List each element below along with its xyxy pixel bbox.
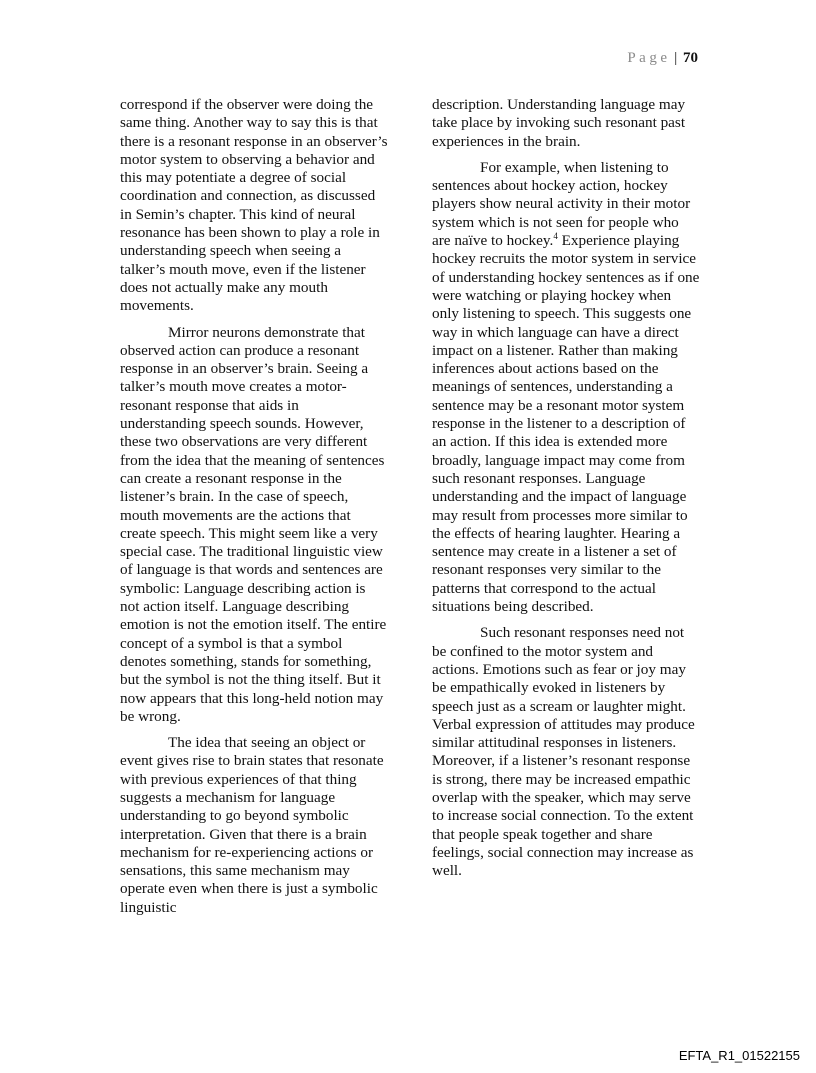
page-label: Page <box>627 50 671 66</box>
page-separator: | <box>674 50 678 66</box>
document-id: EFTA_R1_01522155 <box>678 1048 800 1063</box>
left-paragraph-1: correspond if the observer were doing the same thing. Another way to say this is that there is a resonant response in an observer’s motor system to observing a behavior and this may potentiate a degree of social coordination and connection, as discussed in Semin’s chapter. This kind of neural resonance has been shown to play a role in understanding speech when seeing a talker’s mouth move, even if the listener does not actually make any mouth movements. <box>120 96 388 315</box>
right-paragraph-3: Such resonant responses need not be confined to the motor system and actions. Emotions such as fear or joy may be empathically evoked in listeners by speech just as a scream or laughter might. Verbal expression of attitudes may produce similar attitudinal responses in listeners. Moreover, if a listener’s resonant response is strong, there may be increased empathic overlap with the speaker, which may serve to increase social connection. To the extent that people speak together and share feelings, social connection may increase as well. <box>432 624 695 880</box>
right-paragraph-2-text-b: Experience playing hockey recruits the motor system in service of understanding hockey sentences as if one were watching or playing hockey when only listening to speech. This suggests one way in which language can have a direct impact on a listener. Rather than making inferences about actions based on the meanings of sentences, understanding a sentence may be a resonant motor system response in the listener to a description of an action. If this idea is extended more broadly, language impact may come from such resonant responses. Language understanding and the impact of language may result from processes more similar to the effects of hearing laughter. Hearing a sentence may create in a listener a set of resonant responses very similar to the patterns that correspond to the actual situations being described. <box>432 232 700 616</box>
right-paragraph-2 <box>432 159 700 616</box>
footnote-marker: 4 <box>553 231 558 242</box>
left-column <box>120 96 388 925</box>
page-header <box>627 50 698 67</box>
left-paragraph-2: Mirror neurons demonstrate that observed action can produce a resonant response in an observer’s brain. Seeing a talker’s mouth move creates a motor-resonant response that aids in understanding speech sounds. However, these two observations are very different from the idea that the meaning of sentences can create a resonant response in the listener’s brain. In the case of speech, mouth movements are the actions that create speech. This might seem like a very special case. The traditional linguistic view of language is that words and sentences are symbolic: Language describing action is not action itself. Language describing emotion is not the emotion itself. The entire concept of a symbol is that a symbol denotes something, stands for something, but the symbol is not the thing itself. But it now appears that this long-held notion may be wrong. <box>120 323 387 725</box>
left-paragraph-3: The idea that seeing an object or event gives rise to brain states that resonate with previous experiences of that thing suggests a mechanism for language understanding to go beyond symbolic interpretation. Given that there is a brain mechanism for re-experiencing actions or sensations, this same mechanism may operate even when there is just a symbolic linguistic <box>120 734 384 916</box>
right-column <box>432 96 700 888</box>
right-paragraph-2-text-a: For example, when listening to sentences about hockey action, hockey players show neural activity in their motor system which is not seen for people who are naïve to hockey. <box>432 158 691 250</box>
right-paragraph-1: description. Understanding language may take place by invoking such resonant past experiences in the brain. <box>432 96 686 150</box>
page-number: 70 <box>683 50 698 66</box>
